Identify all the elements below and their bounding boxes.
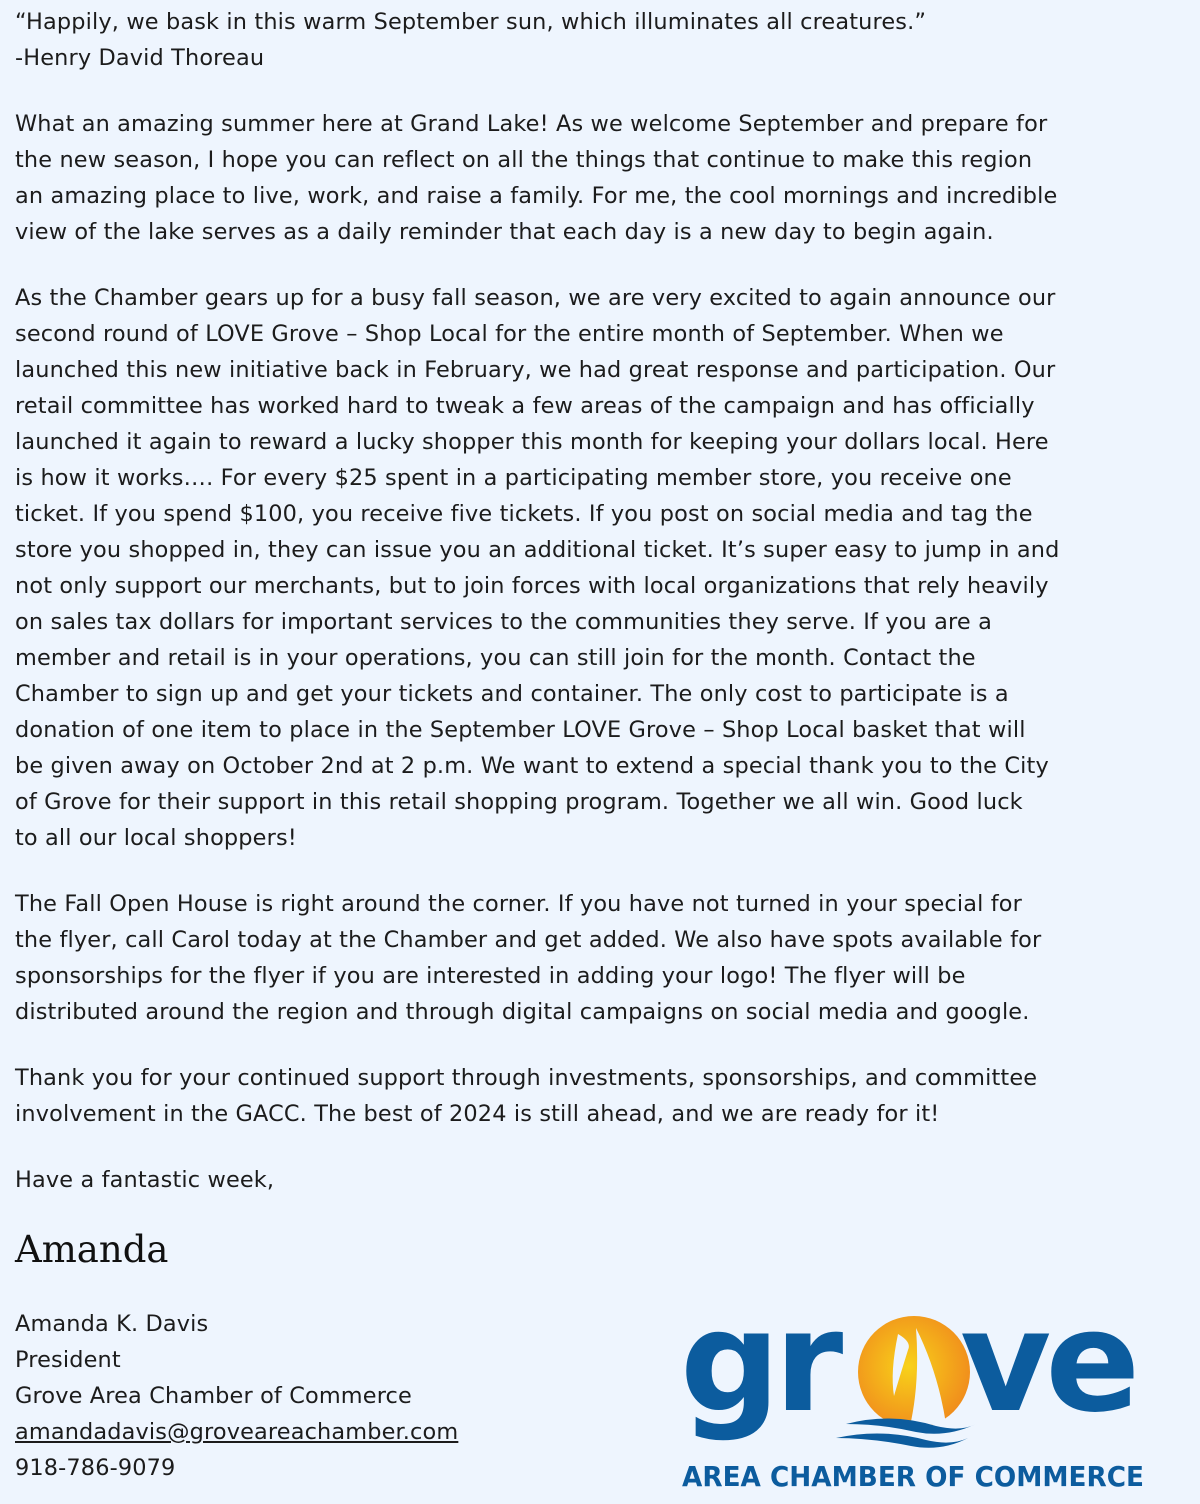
quote-text: “Happily, we bask in this warm September sun, which illuminates all creatures.” — [15, 9, 927, 35]
paragraph-line: view of the lake serves as a daily reminder that each day is a new day to begin again. — [15, 219, 994, 245]
paragraph-line: member and retail is in your operations, you can still join for the month. Contact the — [15, 645, 976, 671]
quote-author: -Henry David Thoreau — [15, 45, 265, 71]
logo-word-left: gr — [680, 1312, 838, 1444]
email-link[interactable]: amandadavis@groveareachamber.com — [15, 1419, 459, 1445]
contact-org: Grove Area Chamber of Commerce — [15, 1383, 412, 1409]
paragraph-line: launched it again to reward a lucky shopper this month for keeping your dollars local. Here — [15, 429, 1049, 455]
signature: Amanda — [15, 1228, 169, 1271]
quote — [15, 4, 1195, 76]
wave-icon — [836, 1433, 968, 1447]
paragraph-line: the new season, I hope you can reflect on all the things that continue to make this region — [15, 147, 1033, 173]
paragraph-line: sponsorships for the flyer if you are interested in adding your logo! The flyer will be — [15, 963, 966, 989]
paragraph-line: Thank you for your continued support through investments, sponsorships, and committee — [15, 1065, 1038, 1091]
paragraph-line: not only support our merchants, but to join forces with local organizations that rely heavily — [15, 573, 1049, 599]
grove-chamber-logo — [676, 1312, 1156, 1502]
paragraph-line: distributed around the region and through digital campaigns on social media and google. — [15, 999, 1030, 1025]
paragraph-line: second round of LOVE Grove – Shop Local for the entire month of September. When we — [15, 321, 1004, 347]
paragraph-line: As the Chamber gears up for a busy fall season, we are very excited to again announce our — [15, 285, 1056, 311]
paragraph-line: of Grove for their support in this retail shopping program. Together we all win. Good luck — [15, 789, 1023, 815]
paragraph-line: Chamber to sign up and get your tickets and container. The only cost to participate is a — [15, 681, 1009, 707]
paragraph-line: donation of one item to place in the September LOVE Grove – Shop Local basket that will — [15, 717, 1026, 743]
paragraph-line: retail committee has worked hard to tweak a few areas of the campaign and has officially — [15, 393, 1035, 419]
contact-name: Amanda K. Davis — [15, 1311, 209, 1337]
paragraph-line: is how it works…. For every $25 spent in a participating member store, you receive one — [15, 465, 1012, 491]
paragraph-line: the flyer, call Carol today at the Chamber and get added. We also have spots available for — [15, 927, 1042, 953]
paragraph-line: an amazing place to live, work, and raise a family. For me, the cool mornings and incredible — [15, 183, 1058, 209]
contact-title: President — [15, 1347, 121, 1373]
letter-body — [15, 4, 1195, 1486]
paragraph — [15, 886, 1195, 1030]
paragraph — [15, 1162, 1195, 1198]
paragraph — [15, 280, 1195, 856]
logo-tagline: AREA CHAMBER OF COMMERCE — [682, 1461, 1144, 1493]
paragraph-line: ticket. If you spend $100, you receive five tickets. If you post on social media and tag the — [15, 501, 1033, 527]
paragraph — [15, 106, 1195, 250]
paragraph-line: on sales tax dollars for important services to the communities they serve. If you are a — [15, 609, 992, 635]
paragraph-line: The Fall Open House is right around the corner. If you have not turned in your special for — [15, 891, 1022, 917]
logo-word-right: ve — [960, 1312, 1135, 1444]
paragraph-line: What an amazing summer here at Grand Lake! As we welcome September and prepare for — [15, 111, 1048, 137]
paragraph-line: launched this new initiative back in February, we had great response and participation. Our — [15, 357, 1056, 383]
contact-phone: 918-786-9079 — [15, 1455, 176, 1481]
paragraph-line: be given away on October 2nd at 2 p.m. We want to extend a special thank you to the City — [15, 753, 1049, 779]
paragraph-line: to all our local shoppers! — [15, 825, 297, 851]
paragraph-line: store you shopped in, they can issue you an additional ticket. It’s super easy to jump in and — [15, 537, 1060, 563]
wave-icon — [846, 1418, 976, 1433]
paragraph-line: involvement in the GACC. The best of 2024 is still ahead, and we are ready for it! — [15, 1101, 940, 1127]
paragraph-line: Have a fantastic week, — [15, 1167, 275, 1193]
paragraph — [15, 1060, 1195, 1132]
